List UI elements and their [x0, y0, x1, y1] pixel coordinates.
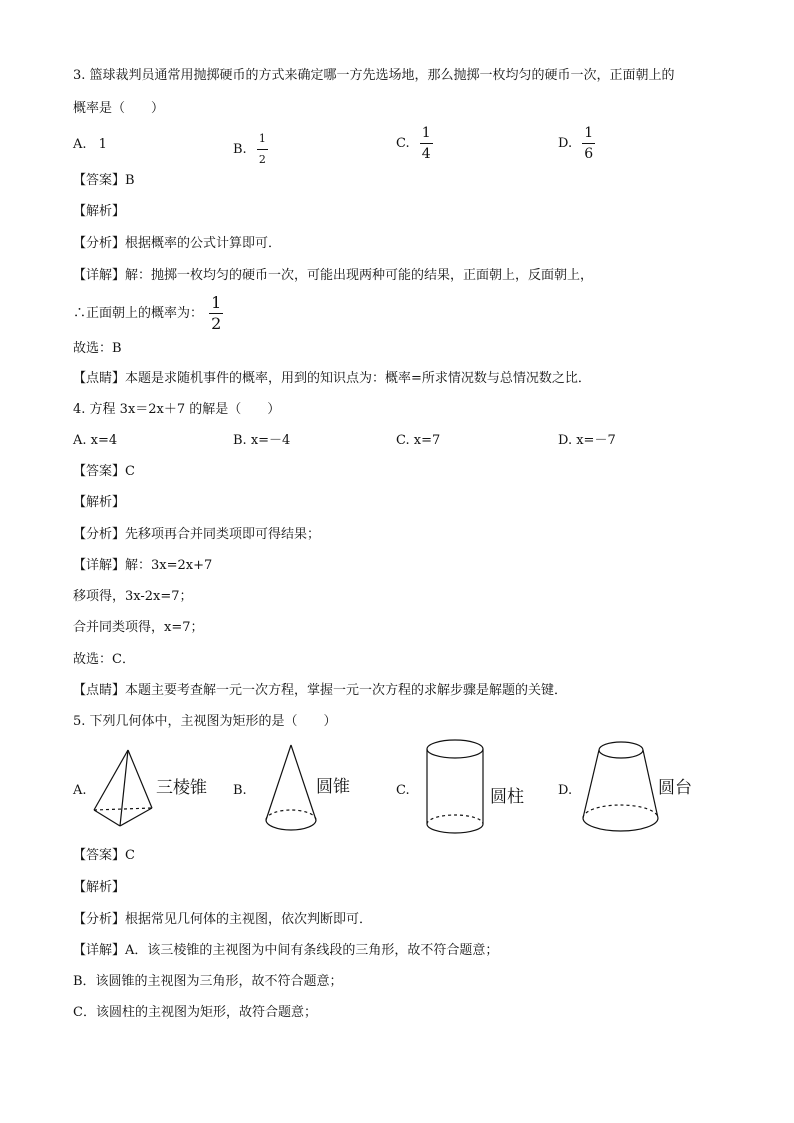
q5-option-a-label: 三棱锥 [156, 778, 207, 798]
q3-option-b-letter: B. [233, 142, 247, 157]
q3-option-d-numerator: 1 [584, 125, 594, 141]
q5-option-d-letter: D. [558, 783, 573, 798]
q3-option-a [73, 136, 107, 154]
q3-detail: 【详解】解：抛掷一枚均匀的硬币一次，可能出现两种可能的结果，正面朝上，反面朝上， [73, 268, 594, 283]
frustum-figure [580, 739, 662, 835]
q5-detail-b: B．该圆锥的主视图为三角形，故不符合题意； [73, 974, 343, 989]
q5-analysis-header: 【解析】 [73, 880, 126, 895]
q4-option-a: A. x=4 [73, 433, 118, 448]
q5-option-a-letter: A. [73, 783, 87, 798]
q4-option-b: B. x=－4 [233, 433, 291, 448]
triangular-pyramid-figure [92, 748, 158, 830]
q4-analysis-header: 【解析】 [73, 495, 126, 510]
q3-option-c-letter: C. [396, 136, 410, 151]
q3-option-d-letter: D. [558, 136, 573, 151]
q5-option-d-label: 圆台 [658, 778, 692, 798]
q3-option-d-denominator: 6 [584, 146, 594, 162]
q3-option-b-denominator: 2 [258, 153, 266, 166]
q3-option-b [233, 130, 268, 169]
q4-detail: 【详解】解：3x=2x+7 [73, 558, 213, 573]
q3-analysis-header: 【解析】 [73, 204, 126, 219]
q3-option-d-fraction [582, 124, 595, 163]
q3-option-b-numerator: 1 [258, 132, 266, 145]
q5-option-c-letter: C. [396, 783, 410, 798]
q3-therefore-denominator: 2 [211, 314, 222, 333]
q3-choose: 故选：B [73, 341, 122, 356]
q3-therefore-fraction [209, 294, 223, 333]
q3-option-c-denominator: 4 [421, 146, 431, 162]
q3-therefore-numerator: 1 [211, 293, 222, 312]
cone-figure [264, 743, 318, 835]
q5-answer: 【答案】C [73, 848, 135, 863]
q3-fenxi: 【分析】根据概率的公式计算即可． [73, 236, 282, 251]
q4-answer: 【答案】C [73, 464, 135, 479]
cylinder-figure [424, 738, 486, 838]
q3-option-a-letter: A. [73, 137, 87, 152]
q3-option-c-fraction [420, 124, 433, 163]
q4-fenxi: 【分析】先移项再合并同类项即可得结果； [73, 527, 321, 542]
q5-detail-c: C．该圆柱的主视图为矩形，故符合题意； [73, 1005, 317, 1020]
q3-option-c-numerator: 1 [421, 125, 431, 141]
q4-option-c: C. x=7 [396, 433, 441, 448]
q4-comment: 【点睛】本题主要考查解一元一次方程，掌握一元一次方程的求解步骤是解题的关键． [73, 683, 568, 698]
q3-option-c [396, 124, 433, 163]
q3-option-a-value: 1 [98, 137, 107, 152]
q3-stem-line1: 3. 篮球裁判员通常用抛掷硬币的方式来确定哪一方先选场地，那么抛掷一枚均匀的硬币一次，正面朝上的 [73, 68, 675, 83]
q3-comment: 【点睛】本题是求随机事件的概率，用到的知识点为：概率=所求情况数与总情况数之比． [73, 371, 591, 386]
q5-option-b-letter: B. [233, 783, 247, 798]
q3-option-d [558, 124, 595, 163]
q4-option-d: D. x=－7 [558, 433, 616, 448]
q3-stem-line2: 概率是（ ） [73, 101, 165, 116]
q5-detail-a: 【详解】A．该三棱锥的主视图为中间有条线段的三角形，故不符合题意； [73, 943, 499, 958]
q3-therefore-text: ∴正面朝上的概率为： [73, 306, 204, 321]
q5-fenxi: 【分析】根据常见几何体的主视图，依次判断即可． [73, 912, 373, 927]
q4-stem: 4. 方程 3x＝2x＋7 的解是（ ） [73, 402, 281, 417]
q5-option-b-label: 圆锥 [316, 777, 350, 797]
q4-step1: 移项得，3x-2x=7； [73, 589, 193, 604]
q5-stem: 5. 下列几何体中，主视图为矩形的是（ ） [73, 714, 337, 729]
q3-answer: 【答案】B [73, 173, 135, 188]
q3-therefore [73, 294, 223, 333]
q4-choose: 故选：C． [73, 652, 135, 667]
q5-option-c-label: 圆柱 [490, 787, 524, 807]
q3-option-b-fraction [257, 130, 268, 169]
q4-step2: 合并同类项得，x=7； [73, 620, 204, 635]
